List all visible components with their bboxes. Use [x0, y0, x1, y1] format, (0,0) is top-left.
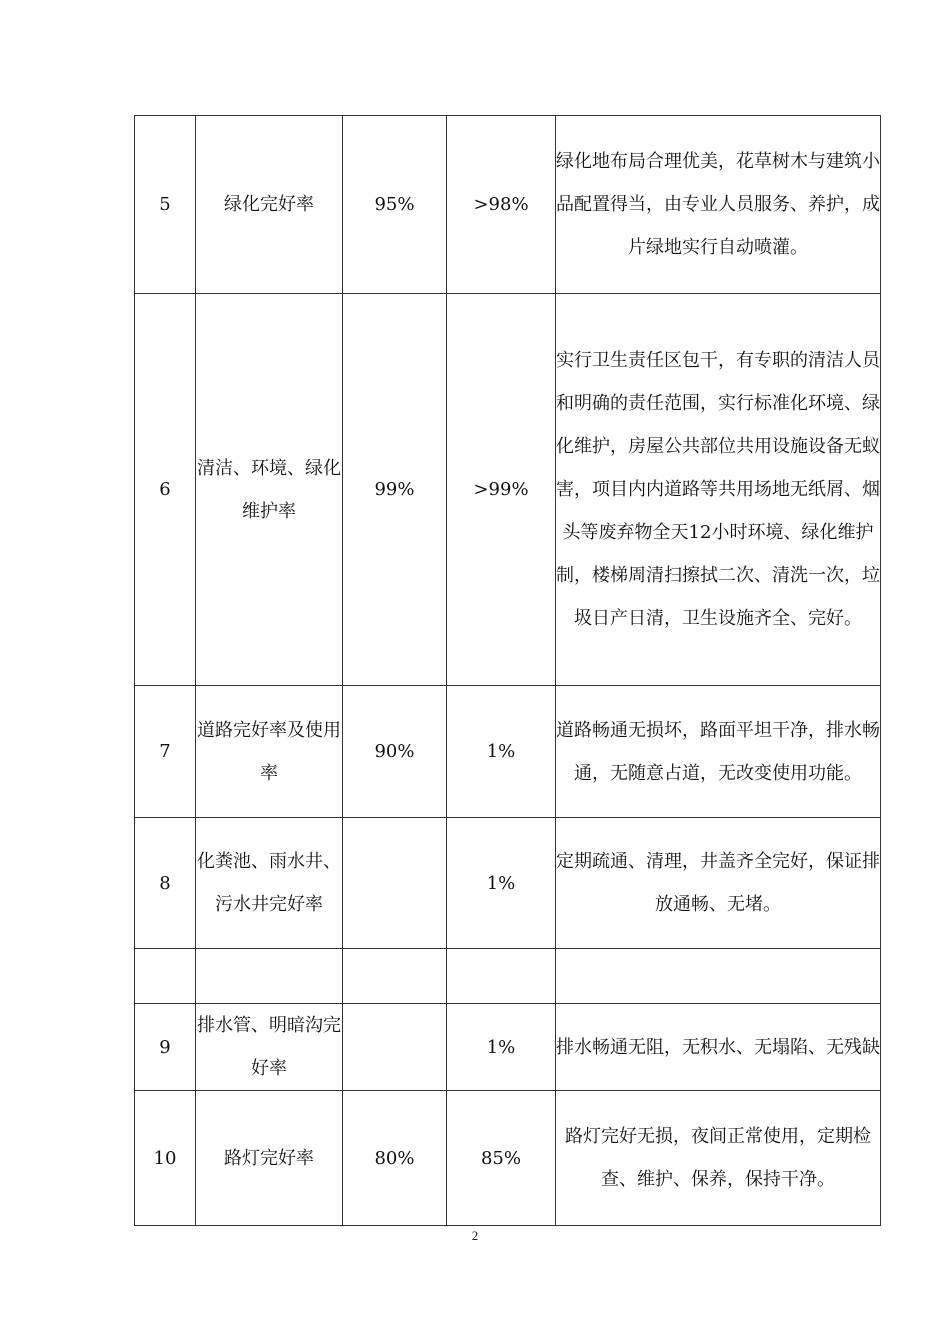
- description-cell: [556, 818, 881, 949]
- description-cell: [556, 949, 881, 1004]
- indicator-name: 路灯完好率: [196, 1091, 343, 1226]
- page-number: 2: [471, 1228, 479, 1243]
- description-cell: [556, 116, 881, 294]
- description-text: 道路畅通无损坏，路面平坦干净，排水畅通，无随意占道，无改变使用功能。: [556, 719, 880, 784]
- description-text: 实行卫生责任区包干，有专职的清洁人员和明确的责任范围，实行标准化环境、绿化维护，房屋公共部位共用设施设备无蚁害，项目内内道路等共用场地无纸屑、烟头等废弃物全天12小时环境、绿化维护制，楼梯周清扫擦拭二次、清洗一次，垃圾日产日清，卫生设施齐全、完好。: [556, 350, 880, 629]
- description-text: 定期疏通、清理，井盖齐全完好，保证排放通畅、无堵。: [556, 851, 880, 915]
- indicator-name: 绿化完好率: [196, 116, 343, 294]
- table-row: [135, 1091, 881, 1226]
- row-number: [135, 949, 196, 1004]
- table-row-empty: [135, 949, 881, 1004]
- row-number: 5: [135, 116, 196, 294]
- row-number: 9: [135, 1004, 196, 1091]
- row-number: 7: [135, 686, 196, 818]
- standard-value: [343, 1004, 447, 1091]
- row-number: 6: [135, 294, 196, 686]
- table-row: [135, 294, 881, 686]
- standard-value: 99%: [343, 294, 447, 686]
- table-row: [135, 686, 881, 818]
- target-value: >99%: [447, 294, 556, 686]
- target-value: 1%: [447, 686, 556, 818]
- indicator-name: [196, 949, 343, 1004]
- description-cell: [556, 1004, 881, 1091]
- description-text: 路灯完好无损，夜间正常使用，定期检查、维护、保养，保持干净。: [565, 1126, 871, 1190]
- target-value: 85%: [447, 1091, 556, 1226]
- target-value: [447, 949, 556, 1004]
- description-text: 绿化地布局合理优美，花草树木与建筑小品配置得当，由专业人员服务、养护，成片绿地实行自动喷灌。: [556, 151, 880, 258]
- table-row: [135, 116, 881, 294]
- row-number: 8: [135, 818, 196, 949]
- target-value: 1%: [447, 1004, 556, 1091]
- description-text: [556, 972, 880, 980]
- description-cell: [556, 294, 881, 686]
- standard-value: 95%: [343, 116, 447, 294]
- standard-value: [343, 818, 447, 949]
- standard-value: [343, 949, 447, 1004]
- description-text: 排水畅通无阻，无积水、无塌陷、无残缺: [556, 1036, 880, 1058]
- table-row: [135, 818, 881, 949]
- indicator-name: 排水管、明暗沟完好率: [196, 1004, 343, 1091]
- target-value: 1%: [447, 818, 556, 949]
- standards-table: [134, 115, 881, 1226]
- standard-value: 90%: [343, 686, 447, 818]
- indicator-name: 道路完好率及使用率: [196, 686, 343, 818]
- indicator-name: 化粪池、雨水井、污水井完好率: [196, 818, 343, 949]
- description-cell: [556, 686, 881, 818]
- target-value: >98%: [447, 116, 556, 294]
- indicator-name: 清洁、环境、绿化维护率: [196, 294, 343, 686]
- description-cell: [556, 1091, 881, 1226]
- table-row: [135, 1004, 881, 1091]
- standard-value: 80%: [343, 1091, 447, 1226]
- row-number: 10: [135, 1091, 196, 1226]
